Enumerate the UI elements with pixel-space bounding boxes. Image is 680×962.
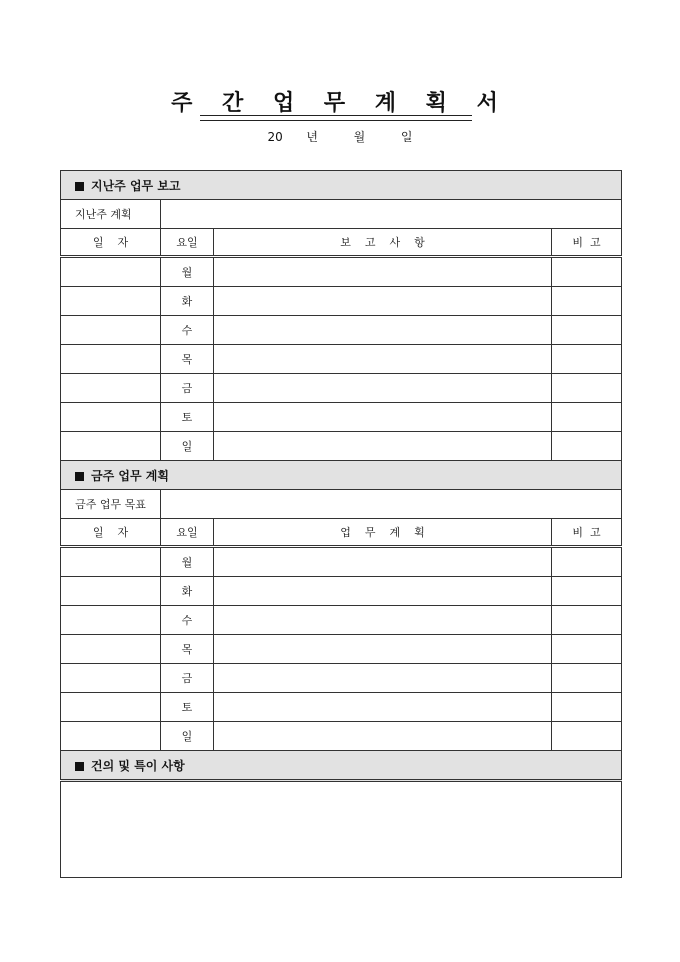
weekday-cell: 토	[161, 693, 214, 722]
date-cell[interactable]	[61, 577, 161, 606]
last-week-plan-label: 지난주 계획	[61, 200, 161, 229]
weekday-cell: 월	[161, 547, 214, 577]
report-day-row	[61, 374, 622, 403]
report-day-row	[61, 287, 622, 316]
content-cell[interactable]	[214, 635, 552, 664]
date-cell[interactable]	[61, 664, 161, 693]
date-day-label: 일	[400, 130, 413, 144]
content-cell[interactable]	[214, 287, 552, 316]
title-double-underline	[200, 115, 472, 121]
weekday-cell: 화	[161, 577, 214, 606]
note-cell[interactable]	[552, 664, 622, 693]
content-cell[interactable]	[214, 257, 552, 287]
note-cell[interactable]	[552, 577, 622, 606]
col-weekday: 요일	[161, 519, 214, 547]
col-note: 비 고	[552, 519, 622, 547]
note-cell[interactable]	[552, 287, 622, 316]
plan-day-row	[61, 606, 622, 635]
col-weekday: 요일	[161, 229, 214, 257]
plan-column-header	[61, 519, 622, 547]
content-cell[interactable]	[214, 606, 552, 635]
content-cell[interactable]	[214, 664, 552, 693]
content-cell[interactable]	[214, 693, 552, 722]
plan-day-row	[61, 722, 622, 751]
report-day-row	[61, 403, 622, 432]
date-cell[interactable]	[61, 374, 161, 403]
note-cell[interactable]	[552, 606, 622, 635]
content-cell[interactable]	[214, 345, 552, 374]
content-cell[interactable]	[214, 577, 552, 606]
note-cell[interactable]	[552, 374, 622, 403]
weekday-cell: 토	[161, 403, 214, 432]
date-year-label: 년	[306, 130, 319, 144]
note-cell[interactable]	[552, 316, 622, 345]
date-cell[interactable]	[61, 693, 161, 722]
weekday-cell: 목	[161, 345, 214, 374]
content-cell[interactable]	[214, 403, 552, 432]
section-title: 금주 업무 계획	[91, 468, 169, 483]
note-cell[interactable]	[552, 693, 622, 722]
last-week-plan-field[interactable]	[161, 200, 622, 229]
date-cell[interactable]	[61, 403, 161, 432]
plan-day-row	[61, 547, 622, 577]
this-week-goal-field[interactable]	[161, 490, 622, 519]
section-title: 지난주 업무 보고	[91, 178, 181, 193]
col-report-content: 보 고 사 항	[214, 229, 552, 257]
square-bullet-icon	[75, 182, 84, 191]
date-month-label: 월	[353, 130, 366, 144]
weekday-cell: 일	[161, 432, 214, 461]
square-bullet-icon	[75, 472, 84, 481]
this-week-goal-row	[61, 490, 622, 519]
date-cell[interactable]	[61, 722, 161, 751]
content-cell[interactable]	[214, 374, 552, 403]
date-cell[interactable]	[61, 606, 161, 635]
content-cell[interactable]	[214, 547, 552, 577]
col-date: 일 자	[61, 229, 161, 257]
date-cell[interactable]	[61, 432, 161, 461]
note-cell[interactable]	[552, 432, 622, 461]
last-week-plan-row	[61, 200, 622, 229]
content-cell[interactable]	[214, 432, 552, 461]
note-cell[interactable]	[552, 547, 622, 577]
plan-day-row	[61, 693, 622, 722]
section-last-week-header	[61, 171, 622, 200]
date-cell[interactable]	[61, 345, 161, 374]
this-week-goal-label: 금주 업무 목표	[61, 490, 161, 519]
note-cell[interactable]	[552, 722, 622, 751]
date-line	[0, 128, 680, 145]
date-cell[interactable]	[61, 287, 161, 316]
col-plan-content: 업 무 계 획	[214, 519, 552, 547]
note-cell[interactable]	[552, 345, 622, 374]
content-cell[interactable]	[214, 722, 552, 751]
square-bullet-icon	[75, 762, 84, 771]
weekday-cell: 수	[161, 606, 214, 635]
content-cell[interactable]	[214, 316, 552, 345]
note-cell[interactable]	[552, 257, 622, 287]
date-year-prefix: 20	[267, 130, 283, 144]
col-note: 비 고	[552, 229, 622, 257]
report-day-row	[61, 345, 622, 374]
weekday-cell: 월	[161, 257, 214, 287]
remarks-field[interactable]	[61, 781, 622, 878]
date-cell[interactable]	[61, 635, 161, 664]
section-title: 건의 및 특이 사항	[91, 758, 185, 773]
note-cell[interactable]	[552, 635, 622, 664]
weekday-cell: 금	[161, 374, 214, 403]
report-column-header	[61, 229, 622, 257]
report-day-row	[61, 257, 622, 287]
weekday-cell: 금	[161, 664, 214, 693]
weekday-cell: 일	[161, 722, 214, 751]
weekday-cell: 화	[161, 287, 214, 316]
section-remarks-header	[61, 751, 622, 781]
remarks-row	[61, 781, 622, 878]
date-cell[interactable]	[61, 547, 161, 577]
note-cell[interactable]	[552, 403, 622, 432]
document-title: 주 간 업 무 계 획 서	[171, 90, 509, 116]
col-date: 일 자	[61, 519, 161, 547]
plan-day-row	[61, 664, 622, 693]
report-day-row	[61, 316, 622, 345]
date-cell[interactable]	[61, 316, 161, 345]
weekday-cell: 수	[161, 316, 214, 345]
plan-day-row	[61, 635, 622, 664]
plan-day-row	[61, 577, 622, 606]
report-day-row	[61, 432, 622, 461]
date-cell[interactable]	[61, 257, 161, 287]
weekly-plan-table	[60, 170, 622, 878]
weekday-cell: 목	[161, 635, 214, 664]
section-this-week-header	[61, 461, 622, 490]
